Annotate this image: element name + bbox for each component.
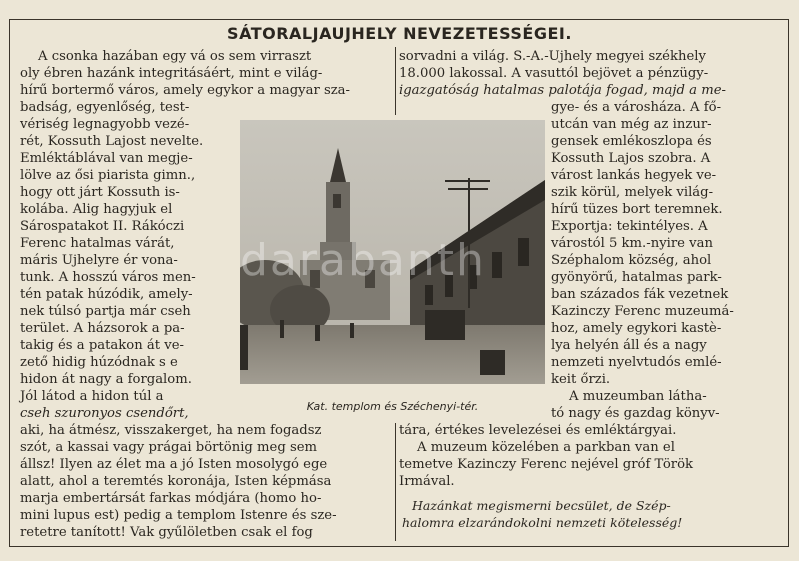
text-line: sorvadni a világ. S.-A.-Ujhely megyei székhely — [399, 49, 706, 64]
text-line: retetre tanított! Vak gyűlöletben csak el fog — [20, 525, 313, 540]
watermark: darabanth — [240, 235, 486, 286]
text-line: máris Ujhelyre ér vona- — [20, 253, 178, 268]
text-line: nemzeti nyelvtudós emlé- — [551, 355, 722, 370]
text-line: marja embertársát farkas módjára (homo ho- — [20, 491, 322, 506]
text-line: keit őrzi. — [551, 372, 611, 387]
text-line: Kazinczy Ferenc muzeumá- — [551, 304, 734, 319]
text-line: 18.000 lakossal. A vasuttól bejövet a pénzügy- — [399, 66, 709, 81]
text-line: Irmával. — [399, 474, 455, 489]
text-line: vériség legnagyobb vezé- — [20, 117, 190, 132]
text-line: A muzeum közelében a parkban van el — [417, 440, 675, 455]
text-line: gyönyörű, hatalmas park- — [551, 270, 722, 285]
text-line: tó nagy és gazdag könyv- — [551, 406, 720, 421]
text-line: zető hidig húzódnak s e — [20, 355, 178, 370]
text-line: utcán van még az inzur- — [551, 117, 712, 132]
closing-text — [402, 497, 782, 531]
text-line: lya helyén áll és a nagy — [551, 338, 707, 353]
text-line: gye- és a városháza. A fő- — [551, 100, 722, 115]
text-line: cseh szuronyos csendőrt, — [20, 406, 189, 421]
text-line: várost lankás hegyek ve- — [551, 168, 717, 183]
text-line: hírű bortermő város, amely egykor a magyar sza- — [20, 83, 350, 98]
text-line: szik körül, melyek világ- — [551, 185, 714, 200]
text-line: kolába. Alig hagyjuk el — [20, 202, 173, 217]
text-line: hoz, amely egykori kastè- — [551, 321, 722, 336]
closing-line: Hazánkat megismerni becsület, de Szép- — [412, 498, 671, 513]
text-line: Sárospatakot II. Rákóczi — [20, 219, 185, 234]
text-line: Széphalom község, ahol — [551, 253, 712, 268]
text-line: mini lupus est) pedig a templom Istenre és sze- — [20, 508, 337, 523]
text-line: állsz! Ilyen az élet ma a jó Isten mosolygó ege — [20, 457, 328, 472]
text-line: rét, Kossuth Lajost nevelte. — [20, 134, 204, 149]
text-line: tára, értékes levelezései és emléktárgyai. — [399, 423, 677, 438]
text-line: Ferenc hatalmas várát, — [20, 236, 175, 251]
text-line: terület. A házsorok a pa- — [20, 321, 185, 336]
text-line: takig és a patakon át ve- — [20, 338, 184, 353]
text-line: szót, a kassai vagy prágai börtönig meg sem — [20, 440, 318, 455]
photo-caption: Kat. templom és Széchenyi-tér. — [306, 400, 479, 413]
text-line: hírű tüzes bort teremnek. — [551, 202, 723, 217]
text-line: igazgatóság hatalmas palotája fogad, majd a me- — [399, 83, 726, 98]
text-line: hidon át nagy a forgalom. — [20, 372, 192, 387]
text-line: tén patak húzódik, amely- — [20, 287, 193, 302]
text-line: gensek emlékoszlopa és — [551, 134, 712, 149]
text-line: nek túlsó partja már cseh — [20, 304, 191, 319]
text-line: Exportja: tekintélyes. A — [551, 219, 708, 234]
column-divider-bottom — [395, 423, 396, 541]
text-line: oly ébren hazánk integritásáért, mint e világ- — [20, 66, 323, 81]
text-line: A csonka hazában egy vá os sem virraszt — [38, 49, 312, 64]
text-line: hogy ott járt Kossuth is- — [20, 185, 180, 200]
column-divider-top — [395, 47, 396, 115]
page-title: SÁTORALJAUJHELY NEVEZETESSÉGEI. — [227, 24, 572, 43]
text-line: lölve az ősi piarista gimn., — [20, 168, 196, 183]
text-line: alatt, ahol a teremtés koronája, Isten képmása — [20, 474, 332, 489]
text-line: Kossuth Lajos szobra. A — [551, 151, 711, 166]
text-line: badság, egyenlőség, test- — [20, 100, 190, 115]
text-line: Emléktáblával van megje- — [20, 151, 193, 166]
text-line: ban százados fák vezetnek — [551, 287, 729, 302]
text-line: tunk. A hosszú város men- — [20, 270, 196, 285]
text-line: A muzeumban látha- — [569, 389, 707, 404]
text-line: várostól 5 km.-nyire van — [551, 236, 713, 251]
text-line: temetve Kazinczy Ferenc nejével gróf Török — [399, 457, 693, 472]
closing-line: halomra elzarándokolni nemzeti kötelesség! — [402, 515, 683, 530]
text-line: Jól látod a hidon túl a — [20, 389, 164, 404]
text-line: aki, ha átmész, visszakerget, ha nem fogadsz — [20, 423, 322, 438]
